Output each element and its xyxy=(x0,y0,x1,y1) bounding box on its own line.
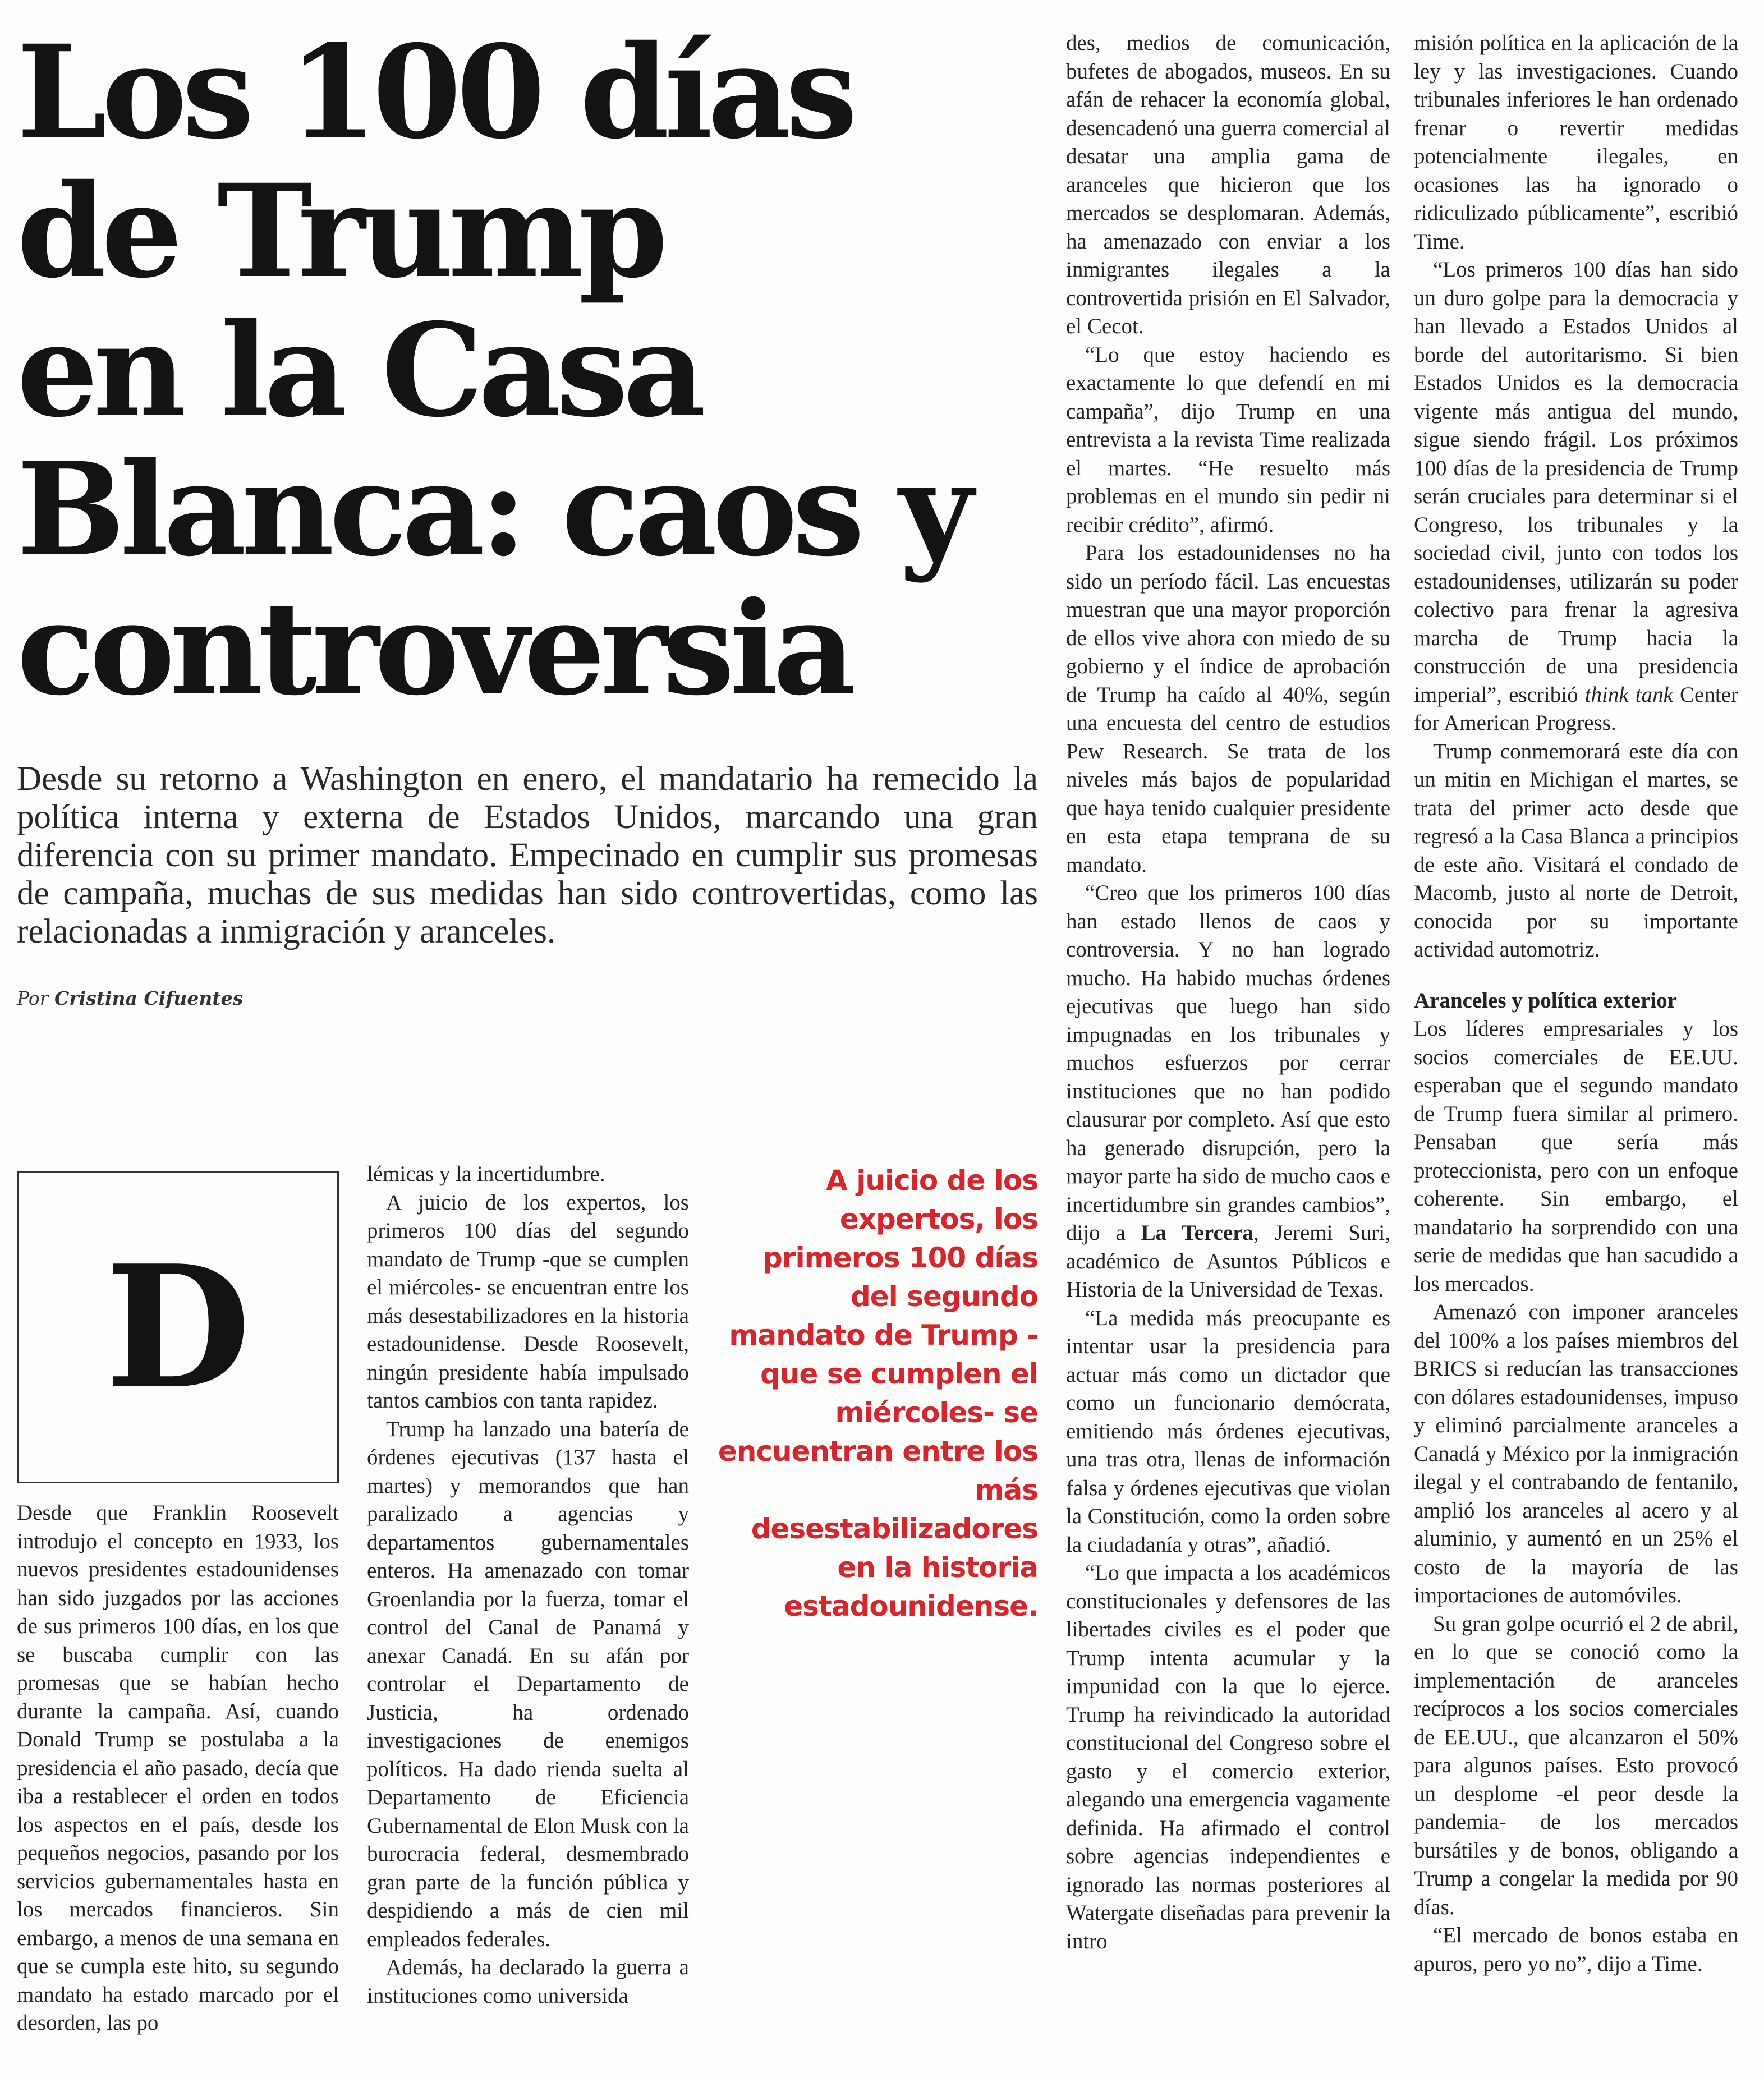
paragraph: “Lo que impacta a los académicos constitucionales y defensores de las libertades civiles es el poder que Trump intenta acumular y la impunidad con la que lo ejerce. Trump ha reivindicado la autoridad constitucional del Congreso sobre el gasto y el comercio exterior, alegando una emergencia vagamente definida. Ha afirmado el control sobre agencias independientes e ignorado las normas posteriores al Watergate diseñadas para prevenir la intro xyxy=(1066,1561,1390,1953)
headline xyxy=(17,17,1038,724)
organization-name: Center for American Progress. xyxy=(1414,682,1738,735)
body-column-2 xyxy=(367,1160,689,2010)
paragraph: misión política en la aplicación de la ley y las investigaciones. Cuando tribunales inferiores le han ordenado frenar o revertir medidas potencialmente ilegales, en ocasiones las ha ignorado o ridiculizado públicamente”, escribió Time. xyxy=(1414,31,1738,254)
quote-text: “Los primeros 100 días han sido un duro golpe para la democracia y han llevado a Estados Unidos al borde del autoritarismo. Si bien Estados Unidos es la democracia vigente más antigua del mundo, sigue siendo frágil. Los próximos 100 días de la presidencia de Trump serán cruciales para determinar si el Congreso, los tribunales y la sociedad civil, junto con todos los estadounidenses, utilizarán su poder colectivo para frenar la agresiva marcha de Trump hacia la construcción de una presidencia imperial”, escribió xyxy=(1414,258,1738,707)
paragraph: Trump ha lanzado una batería de órdenes ejecutivas (137 hasta el martes) y memorandos que han paralizado a agencias y departamentos gubernamentales enteros. Ha amenazado con tomar Groenlandia por la fuerza, tomar el control del Canal de Panamá y anexar Canadá. En su afán por controlar el Departamento de Justicia, ha ordenado investigaciones de enemigos políticos. Ha dado rienda suelta al Departamento de Eficiencia Gubernamental de Elon Musk con la burocracia federal, desmembrado gran parte de la función pública y despidiendo a más de cien mil empleados federales. xyxy=(367,1417,689,1951)
paragraph: “La medida más preocupante es intentar usar la presidencia para actuar más como un dictador que como un funcionario demócrata, emitiendo más órdenes ejecutivas, una tras otra, llenas de información falsa y órdenes ejecutivas que violan la Constitución, como la orden sobre la ciudadanía y otras”, añadió. xyxy=(1066,1305,1390,1557)
headline-line: controversia xyxy=(17,573,851,724)
headline-line: Blanca: caos y xyxy=(17,434,968,585)
paragraph: Para los estadounidenses no ha sido un período fácil. Las encuestas muestran que una mayor proporción de ellos vive ahora con miedo de su gobierno y el índice de aprobación de Trump ha caído al 40%, según una encuesta del centro de estudios Pew Research. Se trata de los niveles más bajos de popularidad que haya tenido cualquier presidente en esta etapa temprana de su mandato. xyxy=(1066,541,1390,877)
publication-name: La Tercera xyxy=(1141,1221,1253,1245)
paragraph: Amenazó con imponer aranceles del 100% a los países miembros del BRICS si reducían las transacciones con dólares estadounidenses, impuso y eliminó parcialmente aranceles a Canadá y México por la inmigración ilegal y el contrabando de fentanilo, amplió los aranceles al acero y al aluminio, y aumentó en un 25% el costo de la mayoría de las importaciones de automóviles. xyxy=(1414,1300,1738,1607)
quote-attribution: , Jeremi Suri, académico de Asuntos Públicos e Historia de la Universidad de Texas. xyxy=(1066,1221,1391,1302)
italic-term: think tank xyxy=(1584,682,1673,707)
paragraph: A juicio de los expertos, los primeros 100 días del segundo mandato de Trump -que se cumplen el miércoles- se encuentran entre los más desestabilizadores en la historia estadounidense. Desde Roosevelt, ningún presidente había impulsado tantos cambios con tanta rapidez. xyxy=(367,1190,689,1413)
paragraph xyxy=(1066,879,1390,1304)
byline-author: Cristina Cifuentes xyxy=(54,987,244,1009)
paragraph: “Lo que estoy haciendo es exactamente lo que defendí en mi campaña”, dijo Trump en una entrevista a la revista Time realizada el martes. “He resuelto más problemas en el mundo sin pedir ni recibir crédito”, afirmó. xyxy=(1066,342,1390,537)
body-column-1 xyxy=(17,1499,339,2038)
body-column-4 xyxy=(1414,29,1738,1978)
headline-line: en la Casa xyxy=(17,295,701,445)
byline-prefix: Por xyxy=(17,987,49,1009)
dropcap-box xyxy=(17,1171,339,1483)
byline xyxy=(17,987,243,1009)
paragraph: des, medios de comunicación, bufetes de abogados, museos. En su afán de rehacer la economía global, desencadenó una guerra comercial al desatar una amplia gama de aranceles que hicieron que los mercados se desplomaran. Además, ha amenazado con enviar a los inmigrantes ilegales a la controvertida prisión en El Salvador, el Cecot. xyxy=(1066,31,1390,338)
paragraph: Su gran golpe ocurrió el 2 de abril, en lo que se conoció como la implementación de aranceles recíprocos a los socios comerciales de EE.UU., que alcanzaron el 50% para algunos países. Esto provocó un desplome -el peor desde la pandemia- de los mercados bursátiles y de bonos, obligando a Trump a congelar la medida por 90 días. xyxy=(1414,1611,1738,1919)
paragraph: Además, ha declarado la guerra a instituciones como universida xyxy=(367,1955,689,2008)
pull-quote: A juicio de los expertos, los primeros 100 días del segundo mandato de Trump -que se cumplen el miércoles- se encuentran entre los más desestabilizadores en la historia estadounidense. xyxy=(718,1164,1038,1622)
quote-text: “Creo que los primeros 100 días han estado llenos de caos y controversia. Y no han logrado mucho. Ha habido muchas órdenes ejecutivas que luego han sido impugnadas en los tribunales y muchos esfuerzos por cerrar instituciones que no han podido clausurar por completo. Así que esto ha generado disrupción, pero la mayor parte ha sido de mucho caos e incertidumbre sin grandes cambios”, dijo a xyxy=(1066,881,1390,1245)
paragraph xyxy=(1414,256,1738,738)
paragraph: “El mercado de bonos estaba en apuros, pero yo no”, dijo a Time. xyxy=(1414,1923,1738,1976)
deck: Desde su retorno a Washington en enero, el mandatario ha remecido la política interna y externa de Estados Unidos, marcando una gran diferencia con su primer mandato. Empecinado en cumplir sus promesas de campaña, muchas de sus medidas han sido controvertidas, como las relacionadas a inmigración y aranceles. xyxy=(17,760,1038,950)
paragraph: Trump conmemorará este día con un mitin en Michigan el martes, se trata del primer acto desde que regresó a la Casa Blanca a principios de este año. Visitará el condado de Macomb, justo al norte de Detroit, conocida por su importante actividad automotriz. xyxy=(1414,739,1738,962)
headline-line: Los 100 días xyxy=(17,17,853,167)
body-column-3 xyxy=(1066,29,1390,1956)
paragraph: Desde que Franklin Roosevelt introdujo el concepto en 1933, los nuevos presidentes estadounidenses han sido juzgados por las acciones de sus primeros 100 días, en los que se buscaba cumplir con las promesas que se habían hecho durante la campaña. Así, cuando Donald Trump se postulaba a la presidencia el año pasado, decía que iba a restablecer el orden en todos los aspectos en el país, desde los pequeños negocios, pasando por los servicios gubernamentales hasta en los mercados financieros. Sin embargo, a menos de una semana en que se cumpla este hito, su segundo mandato ha estado marcado por el desorden, las po xyxy=(17,1501,339,2035)
dropcap-letter: D xyxy=(104,1228,251,1426)
paragraph: Los líderes empresariales y los socios comerciales de EE.UU. esperaban que el segundo mandato de Trump fuera similar al primero. Pensaban que sería más proteccionista, pero con un enfoque coherente. Sin embargo, el mandatario ha sorprendido con una serie de medidas que han sacudido a los mercados. xyxy=(1414,1017,1738,1296)
paragraph: lémicas y la incertidumbre. xyxy=(367,1162,605,1186)
headline-line: de Trump xyxy=(17,156,663,306)
section-subhead: Aranceles y política exterior xyxy=(1414,988,1677,1013)
